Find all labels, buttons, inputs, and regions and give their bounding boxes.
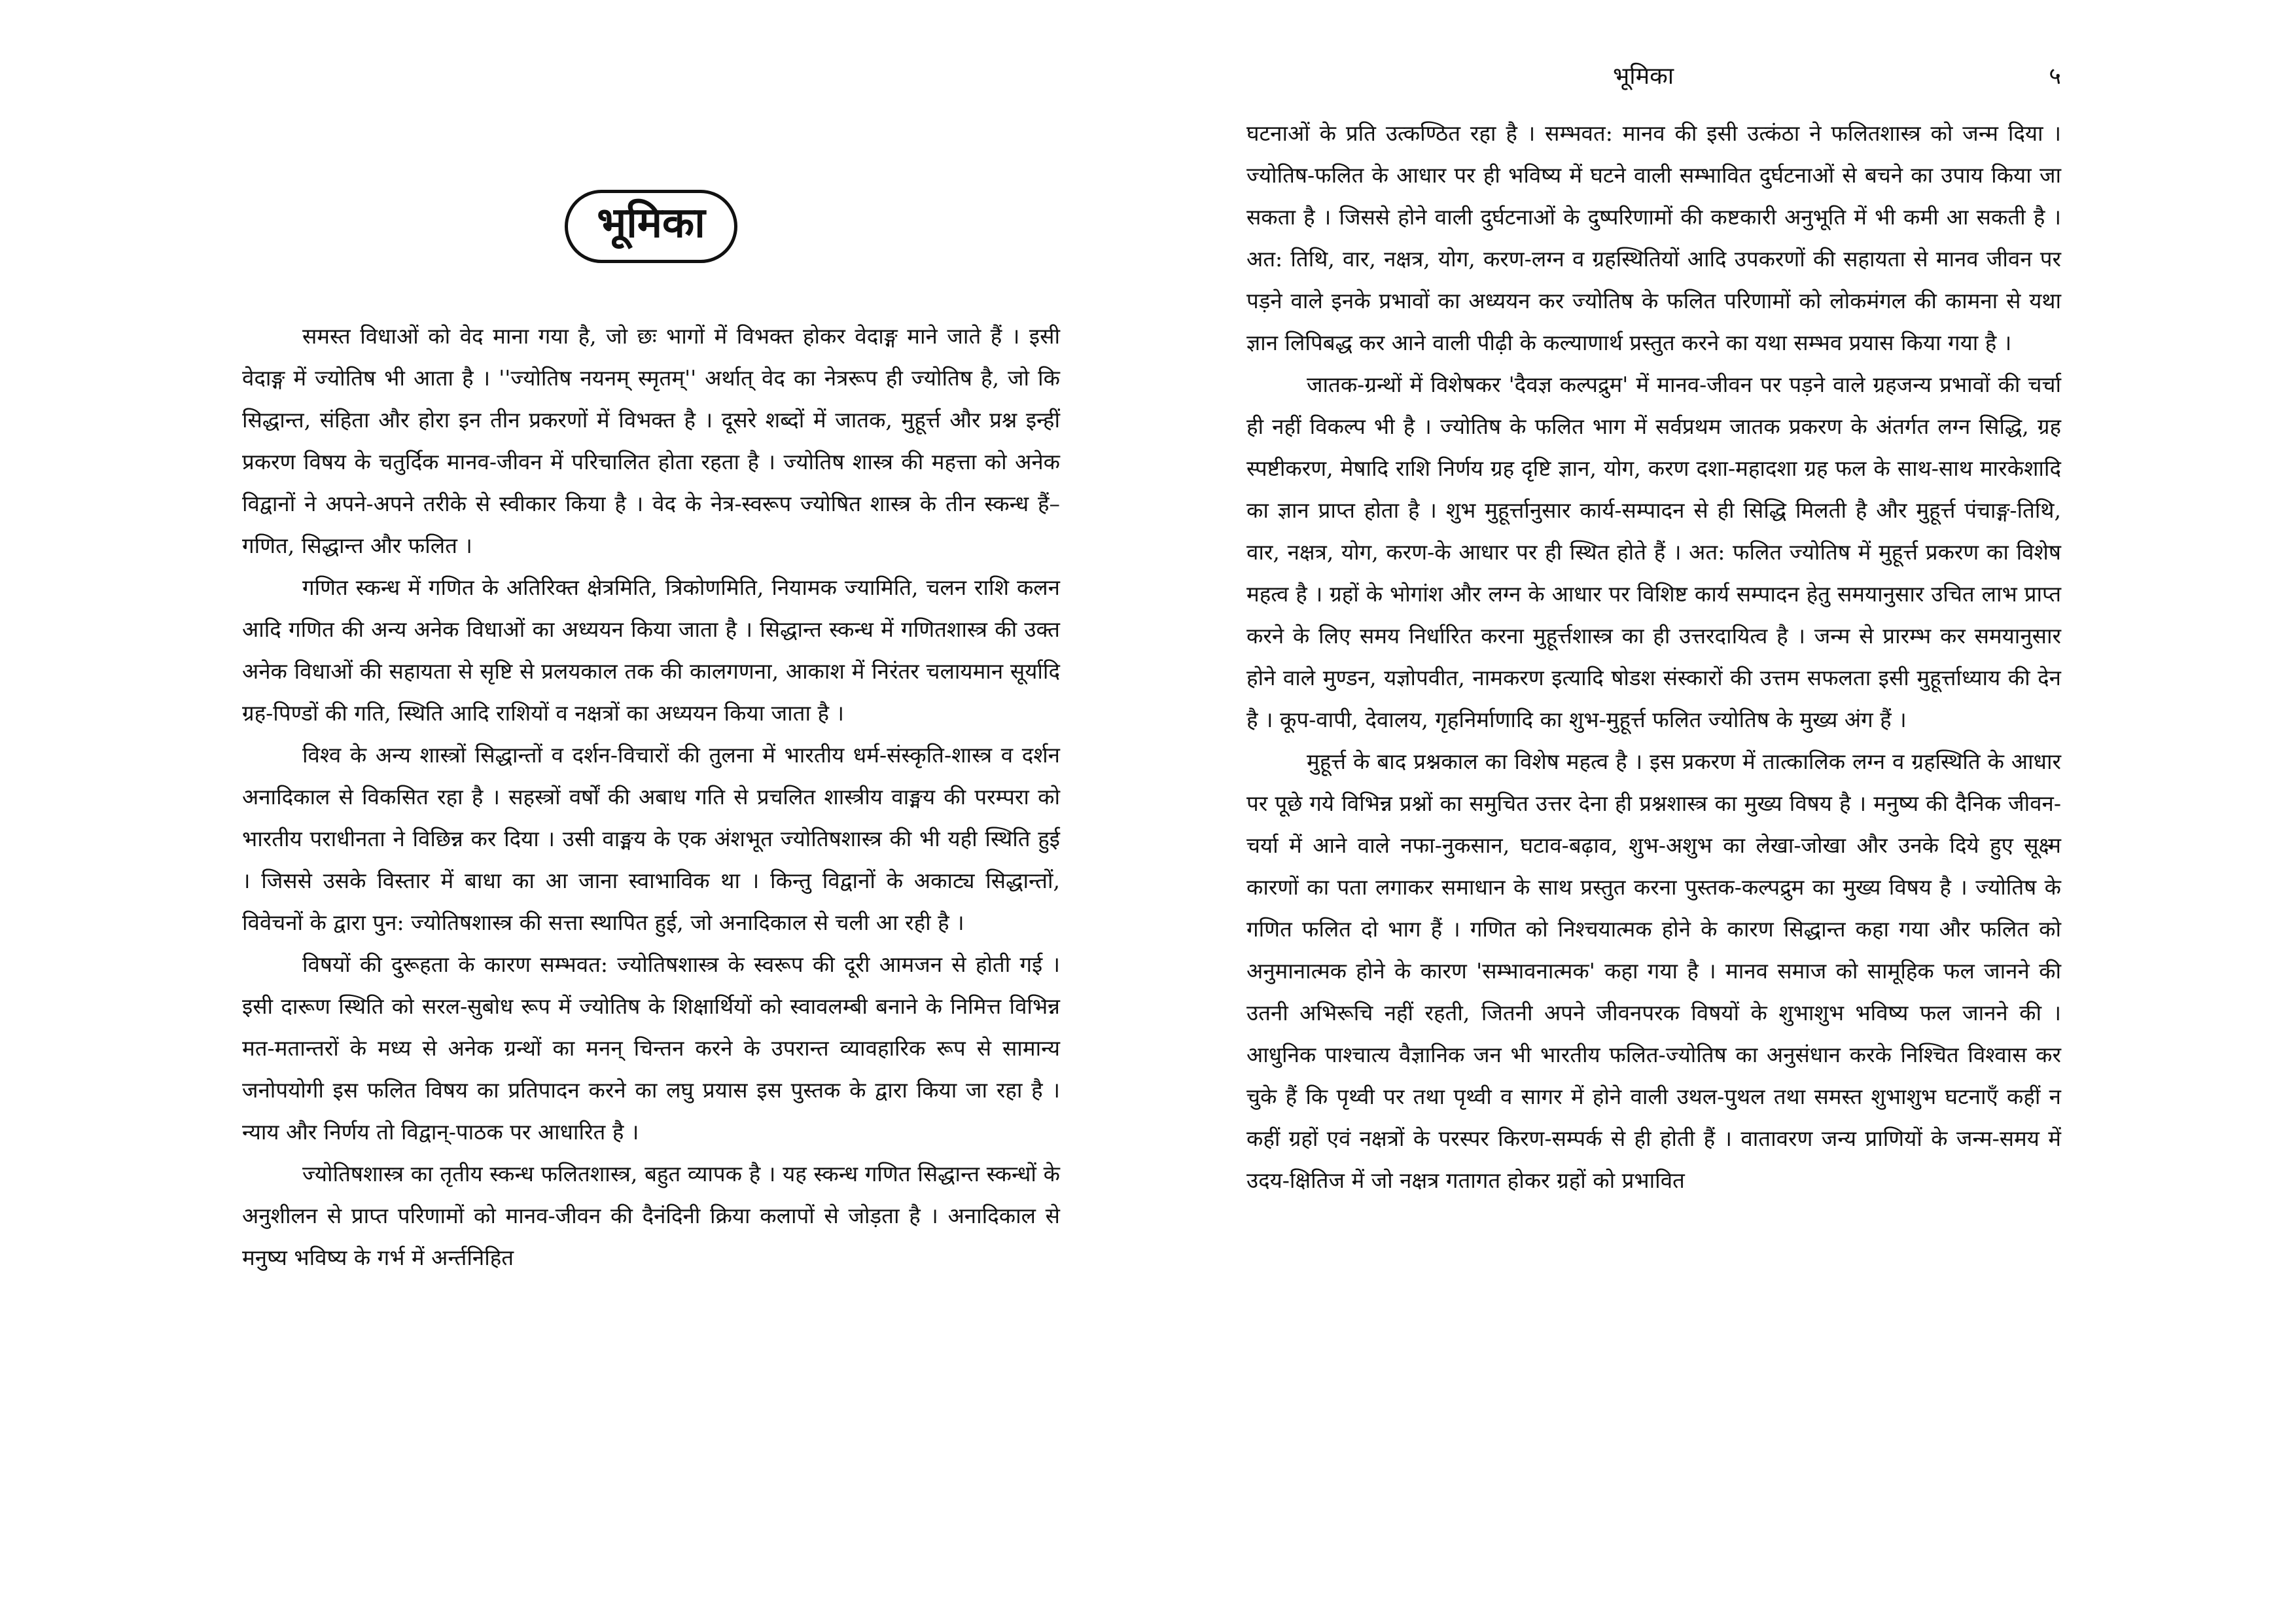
left-paragraph: विश्व के अन्य शास्त्रों सिद्धान्तों व दर्शन-विचारों की तुलना में भारतीय धर्म-संस्कृति-शास्त्र व दर्शन अनादिकाल से विकसित रहा है । सहस्त्रों वर्षों की अबाध गति से प्रचलित शास्त्रीय वाङ्मय की परम्परा को भारतीय पराधीनता ने विछिन्न कर दिया । उसी वाङ्मय के एक अंशभूत ज्योतिषशास्त्र की भी यही स्थिति हुई । जिससे उसके विस्तार में बाधा का आ जाना स्वाभाविक था । किन्तु विद्वानों के अकाट्य सिद्धान्तों, विवेचनों के द्वारा पुन: ज्योतिषशास्त्र की सत्ता स्थापित हुई, जो अनादिकाल से चली आ रही है । (242, 742, 1060, 935)
left-paragraph: विषयों की दुरूहता के कारण सम्भवत: ज्योतिषशास्त्र के स्वरूप की दूरी आमजन से होती गई । इसी दारूण स्थिति को सरल-सुबोध रूप में ज्योतिष के शिक्षार्थियों को स्वावलम्बी बनाने के निमित्त विभिन्न मत-मतान्तरों के मध्य से अनेक ग्रन्थों का मनन् चिन्तन करने के उपरान्त व्यावहारिक रूप से सामान्य जनोपयोगी इस फलित विषय का प्रतिपादन करने का लघु प्रयास इस पुस्तक के द्वारा किया जा रहा है । न्याय और निर्णय तो विद्वान्-पाठक पर आधारित है । (242, 952, 1060, 1145)
left-paragraph: समस्त विधाओं को वेद माना गया है, जो छः भागों में विभक्त होकर वेदाङ्ग माने जाते हैं । इसी वेदाङ्ग में ज्योतिष भी आता है । ''ज्योतिष नयनम् स्मृतम्'' अर्थात् वेद का नेत्ररूप ही ज्योतिष है, जो कि सिद्धान्त, संहिता और होरा इन तीन प्रकरणों में विभक्त है । दूसरे शब्दों में जातक, मुहूर्त्त और प्रश्न इन्हीं प्रकरण विषय के चतुर्दिक मानव-जीवन में परिचालित होता रहता है । ज्योतिष शास्त्र की महत्ता को अनेक विद्वानों ने अपने-अपने तरीके से स्वीकार किया है । वेद के नेत्र-स्वरूप ज्योषित शास्त्र के तीन स्कन्ध हैं– गणित, सिद्धान्त और फलित । (242, 323, 1060, 558)
left-paragraph: गणित स्कन्ध में गणित के अतिरिक्त क्षेत्रमिति, त्रिकोणमिति, नियामक ज्यामिति, चलन राशि कलन आदि गणित की अन्य अनेक विधाओं का अध्ययन किया जाता है । सिद्धान्त स्कन्ध में गणितशास्त्र की उक्त अनेक विधाओं की सहायता से सृष्टि से प्रलयकाल तक की कालगणना, आकाश में निरंतर चलायमान सूर्यादि ग्रह-पिण्डों की गति, स्थिति आदि राशियों व नक्षत्रों का अध्ययन किया जाता है । (242, 575, 1060, 726)
page-number: ५ (2049, 63, 2061, 90)
right-paragraph: मुहूर्त्त के बाद प्रश्नकाल का विशेष महत्व है । इस प्रकरण में तात्कालिक लग्न व ग्रहस्थिति के आधार पर पूछे गये विभिन्न प्रश्नों का समुचित उत्तर देना ही प्रश्नशास्त्र का मुख्य विषय है । मनुष्य की दैनिक जीवन-चर्या में आने वाले नफा-नुकसान, घटाव-बढ़ाव, शुभ-अशुभ का लेखा-जोखा और उनके दिये हुए सूक्ष्म कारणों का पता लगाकर समाधान के साथ प्रस्तुत करना पुस्तक-कल्पद्रुम का मुख्य विषय है । ज्योतिष के गणित फलित दो भाग हैं । गणित को निश्चयात्मक होने के कारण सिद्धान्त कहा गया और फलित को अनुमानात्मक होने के कारण 'सम्भावनात्मक' कहा गया है । मानव समाज को सामूहिक फल जानने की उतनी अभिरूचि नहीं रहती, जितनी अपने जीवनपरक विषयों के शुभाशुभ भविष्य फल जानने की । आधुनिक पाश्चात्य वैज्ञानिक जन भी भारतीय फलित-ज्योतिष का अनुसंधान करके निश्चित विश्वास कर चुके हैं कि पृथ्वी पर तथा पृथ्वी व सागर में होने वाली उथल-पुथल तथा समस्त शुभाशुभ घटनाएँ कहीं न कहीं ग्रहों एवं नक्षत्रों के परस्पर किरण-सम्पर्क से ही होती हैं । वातावरण जन्य प्राणियों के जन्म-समय में उदय-क्षितिज में जो नक्षत्र गतागत होकर ग्रहों को प्रभावित (1246, 749, 2061, 1193)
right-page-body (1246, 113, 2061, 1202)
chapter-title-area (242, 190, 1060, 263)
chapter-title: भूमिका (565, 190, 737, 263)
page-header (1246, 59, 2061, 98)
left-page-body (242, 315, 1060, 1279)
right-continuation-paragraph: घटनाओं के प्रति उत्कण्ठित रहा है । सम्भवत: मानव की इसी उत्कंठा ने फलितशास्त्र को जन्म दिया । ज्योतिष-फलित के आधार पर ही भविष्य में घटने वाली सम्भावित दुर्घटनाओं से बचने का उपाय किया जा सकता है । जिससे होने वाली दुर्घटनाओं के दुष्परिणामों की कष्टकारी अनुभूति में भी कमी आ सकती है । अत: तिथि, वार, नक्षत्र, योग, करण-लग्न व ग्रहस्थितियों आदि उपकरणों की सहायता से मानव जीवन पर पड़ने वाले इनके प्रभावों का अध्ययन कर ज्योतिष के फलित परिणामों को लोकमंगल की कामना से यथा ज्ञान लिपिबद्ध कर आने वाली पीढ़ी के कल्याणार्थ प्रस्तुत करने का यथा सम्भव प्रयास किया गया है । (1246, 120, 2061, 355)
left-paragraph: ज्योतिषशास्त्र का तृतीय स्कन्ध फलितशास्त्र, बहुत व्यापक है । यह स्कन्ध गणित सिद्धान्त स्कन्धों के अनुशीलन से प्राप्त परिणामों को मानव-जीवन की दैनंदिनी क्रिया कलापों से जोड़ता है । अनादिकाल से मनुष्य भविष्य के गर्भ में अर्न्तनिहित (242, 1161, 1060, 1270)
right-paragraph: जातक-ग्रन्थों में विशेषकर 'दैवज्ञ कल्पद्रुम' में मानव-जीवन पर पड़ने वाले ग्रहजन्य प्रभावों की चर्चा ही नहीं विकल्प भी है । ज्योतिष के फलित भाग में सर्वप्रथम जातक प्रकरण के अंतर्गत लग्न सिद्धि, ग्रह स्पष्टीकरण, मेषादि राशि निर्णय ग्रह दृष्टि ज्ञान, योग, करण दशा-महादशा ग्रह फल के साथ-साथ मारकेशादि का ज्ञान प्राप्त होता है । शुभ मुहूर्त्तानुसार कार्य-सम्पादन से ही सिद्धि मिलती है और मुहूर्त्त पंचाङ्ग-तिथि, वार, नक्षत्र, योग, करण-के आधार पर ही स्थित होते हैं । अत: फलित ज्योतिष में मुहूर्त्त प्रकरण का विशेष महत्व है । ग्रहों के भोगांश और लग्न के आधार पर विशिष्ट कार्य सम्पादन हेतु समयानुसार उचित लाभ प्राप्त करने के लिए समय निर्धारित करना मुहूर्त्तशास्त्र का ही उत्तरदायित्व है । जन्म से प्रारम्भ कर समयानुसार होने वाले मुण्डन, यज्ञोपवीत, नामकरण इत्यादि षोडश संस्कारों की उत्तम सफलता इसी मुहूर्त्ताध्याय की देन है । कूप-वापी, देवालय, गृहनिर्माणादि का शुभ-मुहूर्त्त फलित ज्योतिष के मुख्य अंग हैं । (1246, 372, 2061, 732)
running-title: भूमिका (1613, 63, 1674, 90)
